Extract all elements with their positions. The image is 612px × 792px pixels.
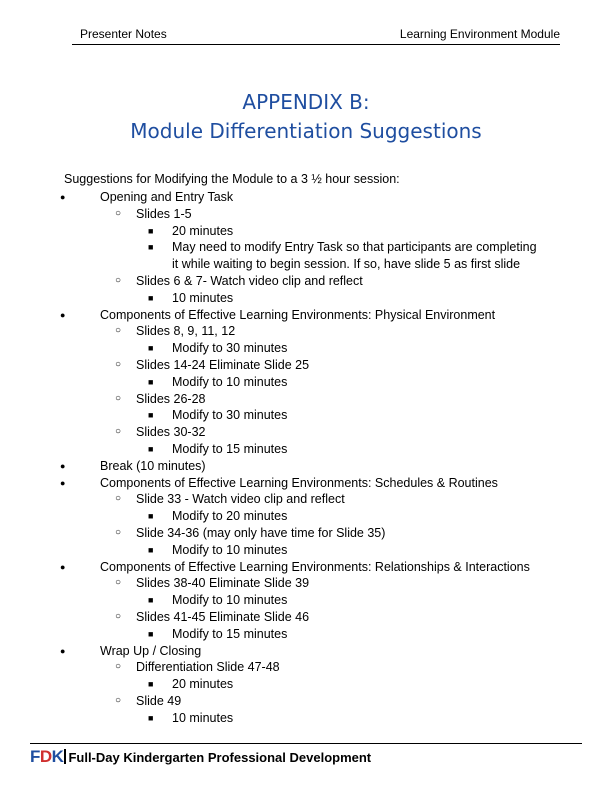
outline-item-text: Slides 1-5: [136, 206, 192, 221]
outline-item-text: it while waiting to begin session. If so, have slide 5 as first slide: [172, 257, 521, 272]
outline-item-text: 10 minutes: [172, 290, 234, 305]
circle-marker-icon: ○: [115, 610, 122, 622]
outline-item-level-1: [0, 307, 612, 324]
outline-item-text: Modify to 20 minutes: [172, 509, 288, 524]
outline-item-text: Components of Effective Learning Environments: Schedules & Routines: [100, 475, 498, 490]
outline-item-level-3: [0, 676, 612, 693]
outline-item-level-2: [0, 206, 612, 223]
circle-marker-icon: ○: [115, 661, 122, 673]
bullet-marker-icon: ●: [60, 309, 66, 320]
outline-item-level-3: [0, 223, 612, 240]
outline-item-text: Slides 14-24 Eliminate Slide 25: [136, 357, 310, 372]
square-marker-icon: ■: [148, 242, 154, 253]
outline-item-text: Differentiation Slide 47-48: [136, 660, 280, 675]
outline-item-text: Slides 8, 9, 11, 12: [136, 324, 236, 339]
square-marker-icon: ■: [148, 410, 154, 421]
circle-marker-icon: ○: [115, 426, 122, 438]
outline-item-level-1: [0, 559, 612, 576]
outline-item-level-3: [0, 592, 612, 609]
outline-item-text: Slides 41-45 Eliminate Slide 46: [136, 609, 310, 624]
bullet-marker-icon: ●: [60, 645, 66, 656]
outline-item-text: Modify to 10 minutes: [172, 374, 288, 389]
logo-divider: [64, 749, 66, 764]
outline-item-level-3: [0, 407, 612, 424]
outline-item-level-3: [0, 256, 612, 273]
circle-marker-icon: ○: [115, 207, 122, 219]
logo-letter-f: F: [30, 747, 40, 766]
outline-item-level-3: [0, 239, 612, 256]
outline-item-text: Opening and Entry Task: [100, 190, 234, 204]
circle-marker-icon: ○: [115, 358, 122, 370]
outline-item-level-2: [0, 391, 612, 408]
suggestions-outline: [0, 189, 612, 727]
square-marker-icon: ■: [148, 376, 154, 387]
bullet-marker-icon: ●: [60, 477, 66, 488]
outline-item-text: Slide 49: [136, 693, 182, 708]
square-marker-icon: ■: [148, 628, 154, 639]
outline-item-text: Modify to 10 minutes: [172, 542, 288, 557]
header-divider: [72, 44, 560, 45]
outline-item-level-2: [0, 323, 612, 340]
outline-item-level-2: [0, 424, 612, 441]
logo-letter-k: K: [51, 747, 64, 766]
outline-item-text: May need to modify Entry Task so that participants are completing: [172, 240, 537, 255]
bullet-marker-icon: ●: [60, 192, 66, 202]
outline-item-level-2: [0, 357, 612, 374]
outline-item-level-3: [0, 441, 612, 458]
outline-item-level-2: [0, 575, 612, 592]
outline-item-text: Modify to 15 minutes: [172, 626, 288, 641]
outline-item-text: Slide 34-36 (may only have time for Slide 35): [136, 525, 386, 540]
outline-item-level-3: [0, 290, 612, 307]
bullet-marker-icon: ●: [60, 460, 66, 471]
outline-item-text: Slides 6 & 7- Watch video clip and reflect: [136, 273, 363, 288]
bullet-marker-icon: ●: [60, 561, 66, 572]
footer-divider: [30, 743, 582, 744]
square-marker-icon: ■: [148, 443, 154, 454]
outline-item-text: Wrap Up / Closing: [100, 643, 202, 658]
footer-logo: [30, 747, 371, 767]
outline-item-text: Break (10 minutes): [100, 458, 206, 473]
outline-item-level-3: [0, 374, 612, 391]
outline-item-level-2: [0, 273, 612, 290]
outline-item-level-2: [0, 609, 612, 626]
outline-item-text: 20 minutes: [172, 677, 234, 692]
square-marker-icon: ■: [148, 712, 154, 723]
outline-item-level-3: [0, 508, 612, 525]
circle-marker-icon: ○: [115, 325, 122, 337]
appendix-title: APPENDIX B:: [242, 90, 370, 114]
circle-marker-icon: ○: [115, 274, 122, 286]
outline-item-text: Modify to 15 minutes: [172, 441, 288, 456]
square-marker-icon: ■: [148, 595, 154, 606]
circle-marker-icon: ○: [115, 694, 122, 706]
square-marker-icon: ■: [148, 225, 154, 236]
header-module-name: Learning Environment Module: [399, 27, 560, 41]
outline-item-level-3: [0, 340, 612, 357]
circle-marker-icon: ○: [115, 526, 122, 538]
square-marker-icon: ■: [148, 343, 154, 354]
outline-item-text: Modify to 30 minutes: [172, 408, 288, 423]
outline-item-level-1: [0, 458, 612, 475]
square-marker-icon: ■: [148, 679, 154, 690]
square-marker-icon: ■: [148, 511, 154, 522]
outline-item-text: Modify to 10 minutes: [172, 593, 288, 608]
logo-letter-d: D: [39, 747, 52, 766]
appendix-subtitle: Module Differentiation Suggestions: [130, 119, 482, 143]
intro-text: Suggestions for Modifying the Module to a 3 ½ hour session:: [64, 172, 400, 186]
footer-program-name: Full-Day Kindergarten Professional Development: [68, 750, 372, 765]
circle-marker-icon: ○: [115, 577, 122, 589]
outline-item-text: Slides 38-40 Eliminate Slide 39: [136, 576, 310, 591]
outline-item-text: Slides 30-32: [136, 425, 206, 440]
outline-item-text: 20 minutes: [172, 223, 234, 238]
outline-item-text: 10 minutes: [172, 710, 234, 725]
square-marker-icon: ■: [148, 292, 154, 303]
outline-item-level-3: [0, 710, 612, 727]
outline-item-level-1: [0, 189, 612, 206]
outline-item-text: Components of Effective Learning Environments: Relationships & Interactions: [100, 559, 530, 574]
circle-marker-icon: ○: [115, 392, 122, 404]
outline-item-level-1: [0, 475, 612, 492]
square-marker-icon: ■: [148, 544, 154, 555]
outline-item-level-3: [0, 542, 612, 559]
outline-item-level-2: [0, 525, 612, 542]
outline-item-level-2: [0, 693, 612, 710]
outline-item-text: Slide 33 - Watch video clip and reflect: [136, 492, 345, 507]
outline-item-level-1: [0, 643, 612, 660]
circle-marker-icon: ○: [115, 493, 122, 505]
outline-item-level-2: [0, 659, 612, 676]
outline-item-level-3: [0, 626, 612, 643]
outline-item-level-2: [0, 491, 612, 508]
outline-item-text: Slides 26-28: [136, 391, 206, 406]
header-presenter-notes: Presenter Notes: [80, 27, 167, 41]
outline-item-text: Modify to 30 minutes: [172, 341, 288, 356]
outline-item-text: Components of Effective Learning Environments: Physical Environment: [100, 307, 496, 322]
